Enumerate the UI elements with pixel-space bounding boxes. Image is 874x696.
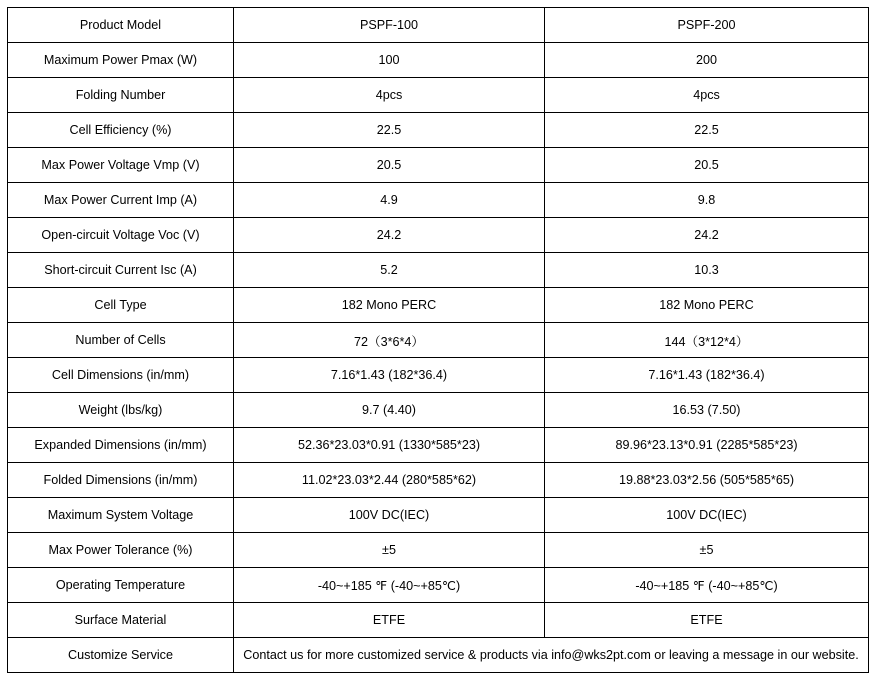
row-value: 89.96*23.13*0.91 (2285*585*23) [545, 428, 869, 463]
row-value: 182 Mono PERC [545, 288, 869, 323]
table-row [8, 358, 869, 393]
table-row [8, 288, 869, 323]
row-label: Open-circuit Voltage Voc (V) [8, 218, 234, 253]
row-value: 100 [234, 43, 545, 78]
row-label: Short-circuit Current Isc (A) [8, 253, 234, 288]
row-value: ETFE [234, 603, 545, 638]
header-row [8, 8, 869, 43]
table-row [8, 218, 869, 253]
table-row [8, 533, 869, 568]
table-row [8, 323, 869, 358]
row-value: 4.9 [234, 183, 545, 218]
row-value: 22.5 [545, 113, 869, 148]
row-value: 11.02*23.03*2.44 (280*585*62) [234, 463, 545, 498]
row-value: ±5 [234, 533, 545, 568]
row-label: Maximum Power Pmax (W) [8, 43, 234, 78]
row-value: 7.16*1.43 (182*36.4) [234, 358, 545, 393]
table-row [8, 393, 869, 428]
table-row [8, 183, 869, 218]
row-label: Cell Efficiency (%) [8, 113, 234, 148]
table-row [8, 78, 869, 113]
row-value: 16.53 (7.50) [545, 393, 869, 428]
row-value: 144（3*12*4） [545, 323, 869, 358]
table-row [8, 428, 869, 463]
row-label: Customize Service [8, 638, 234, 673]
row-value: 100V DC(IEC) [234, 498, 545, 533]
table-row [8, 253, 869, 288]
row-value: 24.2 [234, 218, 545, 253]
row-value: 20.5 [545, 148, 869, 183]
row-label: Folded Dimensions (in/mm) [8, 463, 234, 498]
model-cell: PSPF-200 [545, 8, 869, 43]
row-value: 7.16*1.43 (182*36.4) [545, 358, 869, 393]
row-value: 24.2 [545, 218, 869, 253]
row-label: Max Power Current Imp (A) [8, 183, 234, 218]
row-label: Surface Material [8, 603, 234, 638]
row-value: 52.36*23.03*0.91 (1330*585*23) [234, 428, 545, 463]
row-label: Weight (lbs/kg) [8, 393, 234, 428]
row-label: Cell Type [8, 288, 234, 323]
table-row [8, 568, 869, 603]
row-label: Max Power Voltage Vmp (V) [8, 148, 234, 183]
row-value: 100V DC(IEC) [545, 498, 869, 533]
row-label: Max Power Tolerance (%) [8, 533, 234, 568]
row-label: Expanded Dimensions (in/mm) [8, 428, 234, 463]
row-value: 200 [545, 43, 869, 78]
row-value: ±5 [545, 533, 869, 568]
table-row [8, 638, 869, 673]
table-row [8, 148, 869, 183]
row-label: Folding Number [8, 78, 234, 113]
spec-table [7, 7, 869, 673]
row-value: 4pcs [234, 78, 545, 113]
table-row [8, 43, 869, 78]
row-value: 72（3*6*4） [234, 323, 545, 358]
row-value: 19.88*23.03*2.56 (505*585*65) [545, 463, 869, 498]
row-value: 10.3 [545, 253, 869, 288]
row-value: 4pcs [545, 78, 869, 113]
row-value: 22.5 [234, 113, 545, 148]
row-label: Number of Cells [8, 323, 234, 358]
row-value: 182 Mono PERC [234, 288, 545, 323]
row-label: Cell Dimensions (in/mm) [8, 358, 234, 393]
row-value: -40~+185 ℉ (-40~+85℃) [234, 568, 545, 603]
row-label: Maximum System Voltage [8, 498, 234, 533]
row-value: 5.2 [234, 253, 545, 288]
header-label-cell: Product Model [8, 8, 234, 43]
row-value: 9.8 [545, 183, 869, 218]
row-label: Operating Temperature [8, 568, 234, 603]
row-value: 20.5 [234, 148, 545, 183]
table-row [8, 603, 869, 638]
customize-service-note: Contact us for more customized service & products via info@wks2pt.com or leaving a message in our website. [234, 638, 869, 673]
table-row [8, 113, 869, 148]
row-value: 9.7 (4.40) [234, 393, 545, 428]
model-cell: PSPF-100 [234, 8, 545, 43]
row-value: -40~+185 ℉ (-40~+85℃) [545, 568, 869, 603]
table-row [8, 498, 869, 533]
row-value: ETFE [545, 603, 869, 638]
table-row [8, 463, 869, 498]
